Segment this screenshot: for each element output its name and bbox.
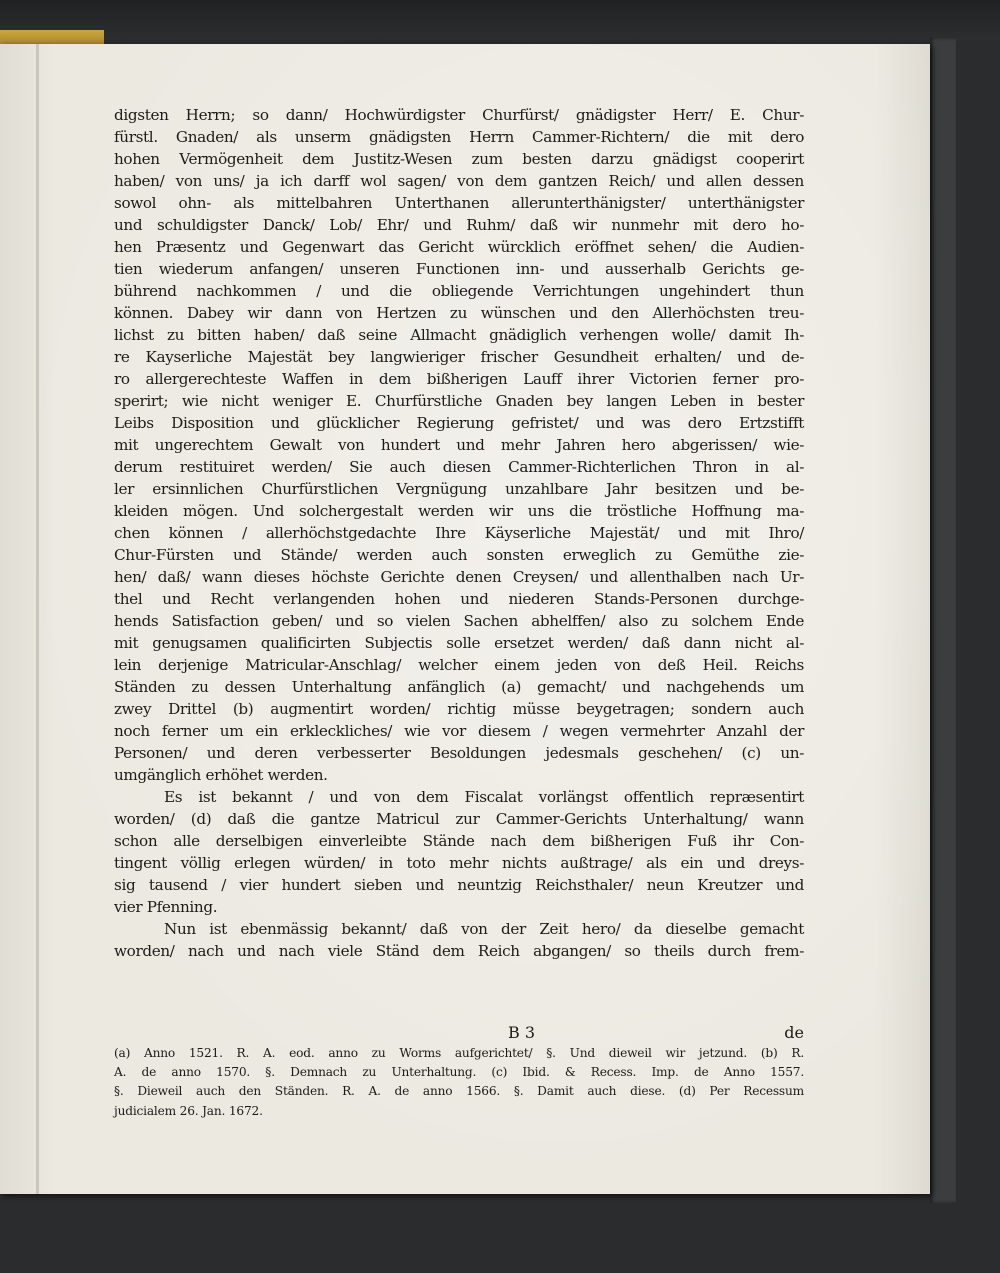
text-line: lein derjenige Matricular-Anschlag/ welcher einem jeden von deß Heil. Reichs xyxy=(114,656,804,674)
book-cover-board xyxy=(930,38,956,1203)
text-line: re Kayserliche Majestät bey langwieriger frischer Gesundheit erhalten/ und de- xyxy=(114,348,804,366)
text-line: Chur-Fürsten und Stände/ werden auch sonsten erweglich zu Gemüthe zie- xyxy=(114,546,804,564)
text-line: fürstl. Gnaden/ als unserm gnädigsten Herrn Cammer-Richtern/ die mit dero xyxy=(114,128,804,146)
text-line: und schuldigster Danck/ Lob/ Ehr/ und Ruhm/ daß wir nunmehr mit dero ho- xyxy=(114,216,804,234)
footnote-line: (a) Anno 1521. R. A. eod. anno zu Worms aufgerichtet/ §. Und dieweil wir jetzund. (b) R. xyxy=(114,1046,804,1060)
text-line: Es ist bekannt / und von dem Fiscalat vorlängst offentlich repræsentirt xyxy=(164,788,804,806)
text-line: worden/ (d) daß die gantze Matricul zur Cammer-Gerichts Unterhaltung/ wann xyxy=(114,810,804,828)
footnotes xyxy=(114,1044,804,1121)
text-line: haben/ von uns/ ja ich darff wol sagen/ von dem gantzen Reich/ und allen dessen xyxy=(114,172,804,190)
text-line: können. Dabey wir dann von Hertzen zu wünschen und den Allerhöchsten treu- xyxy=(114,304,804,322)
footnote-line: §. Dieweil auch den Ständen. R. A. de anno 1566. §. Damit auch diese. (d) Per Recessum xyxy=(114,1084,804,1099)
text-line: kleiden mögen. Und solchergestalt werden wir uns die tröstliche Hoffnung ma- xyxy=(114,502,804,520)
signature-mark: B 3 xyxy=(508,1023,536,1042)
scanner-backdrop xyxy=(0,0,1000,40)
text-line: tingent völlig erlegen würden/ in toto mehr nichts außtrage/ als ein und dreys- xyxy=(114,854,804,872)
text-line: hen/ daß/ wann dieses höchste Gerichte denen Creysen/ und allenthalben nach Ur- xyxy=(114,568,804,586)
catchword: de xyxy=(784,1023,804,1042)
text-line: hen Præsentz und Gegenwart das Gericht würcklich eröffnet sehen/ die Audien- xyxy=(114,238,804,256)
text-line: lichst zu bitten haben/ daß seine Allmacht gnädiglich verhengen wolle/ damit Ih- xyxy=(114,326,804,344)
text-line: Nun ist ebenmässig bekannt/ daß von der Zeit hero/ da dieselbe gemacht xyxy=(164,920,804,938)
text-line: hohen Vermögenheit dem Justitz-Wesen zum besten darzu gnädigst cooperirt xyxy=(114,150,804,168)
text-line: ler ersinnlichen Churfürstlichen Vergnügung unzahlbare Jahr besitzen und be- xyxy=(114,480,804,498)
footnote-line: judicialem 26. Jan. 1672. xyxy=(114,1103,263,1118)
text-line: schon alle derselbigen einverleibte Stände nach dem bißherigen Fuß ihr Con- xyxy=(114,832,804,850)
text-line: Leibs Disposition und glücklicher Regierung gefristet/ und was dero Ertzstifft xyxy=(114,414,804,432)
text-line: umgänglich erhöhet werden. xyxy=(114,766,328,784)
text-line: derum restituiret werden/ Sie auch diesen Cammer-Richterlichen Thron in al- xyxy=(114,458,804,476)
text-line: Ständen zu dessen Unterhaltung anfänglich (a) gemacht/ und nachgehends um xyxy=(114,678,804,696)
text-line: hends Satisfaction geben/ und so vielen Sachen abhelffen/ also zu solchem Ende xyxy=(114,612,804,630)
text-line: tien wiederum anfangen/ unseren Functionen inn- und ausserhalb Gerichts ge- xyxy=(114,260,804,278)
text-line: thel und Recht verlangenden hohen und niederen Stands-Personen durchge- xyxy=(114,590,804,608)
text-line: ro allergerechteste Waffen in dem bißherigen Lauff ihrer Victorien ferner pro- xyxy=(114,370,804,388)
text-line: bührend nachkommen / und die obliegende Verrichtungen ungehindert thun xyxy=(114,282,804,300)
signature-row xyxy=(114,1023,804,1045)
text-line: sowol ohn- als mittelbahren Unterthanen allerunterthänigster/ unterthänigster xyxy=(114,194,804,212)
text-line: mit genugsamen qualificirten Subjectis solle ersetzet werden/ daß dann nicht al- xyxy=(114,634,804,652)
text-line: digsten Herrn; so dann/ Hochwürdigster Churfürst/ gnädigster Herr/ E. Chur- xyxy=(114,106,804,124)
body-text xyxy=(114,104,804,962)
text-line: sig tausend / vier hundert sieben und neuntzig Reichsthaler/ neun Kreutzer und xyxy=(114,876,804,894)
text-line: noch ferner um ein erkleckliches/ wie vor diesem / wegen vermehrter Anzahl der xyxy=(114,722,804,740)
footnote-line: A. de anno 1570. §. Demnach zu Unterhaltung. (c) Ibid. & Recess. Imp. de Anno 1557. xyxy=(114,1065,804,1080)
text-line: vier Pfenning. xyxy=(114,898,218,916)
text-line: zwey Drittel (b) augmentirt worden/ richtig müsse beygetragen; sondern auch xyxy=(114,700,804,718)
text-line: sperirt; wie nicht weniger E. Churfürstliche Gnaden bey langen Leben in bester xyxy=(114,392,804,410)
text-line: Personen/ und deren verbesserter Besoldungen jedesmals geschehen/ (c) un- xyxy=(114,744,804,762)
text-line: mit ungerechtem Gewalt von hundert und mehr Jahren hero abgerissen/ wie- xyxy=(114,436,804,454)
page-fold-edge xyxy=(36,44,39,1194)
text-line: chen können / allerhöchstgedachte Ihre Käyserliche Majestät/ und mit Ihro/ xyxy=(114,524,804,542)
text-line: worden/ nach und nach viele Ständ dem Reich abgangen/ so theils durch frem- xyxy=(114,942,804,960)
